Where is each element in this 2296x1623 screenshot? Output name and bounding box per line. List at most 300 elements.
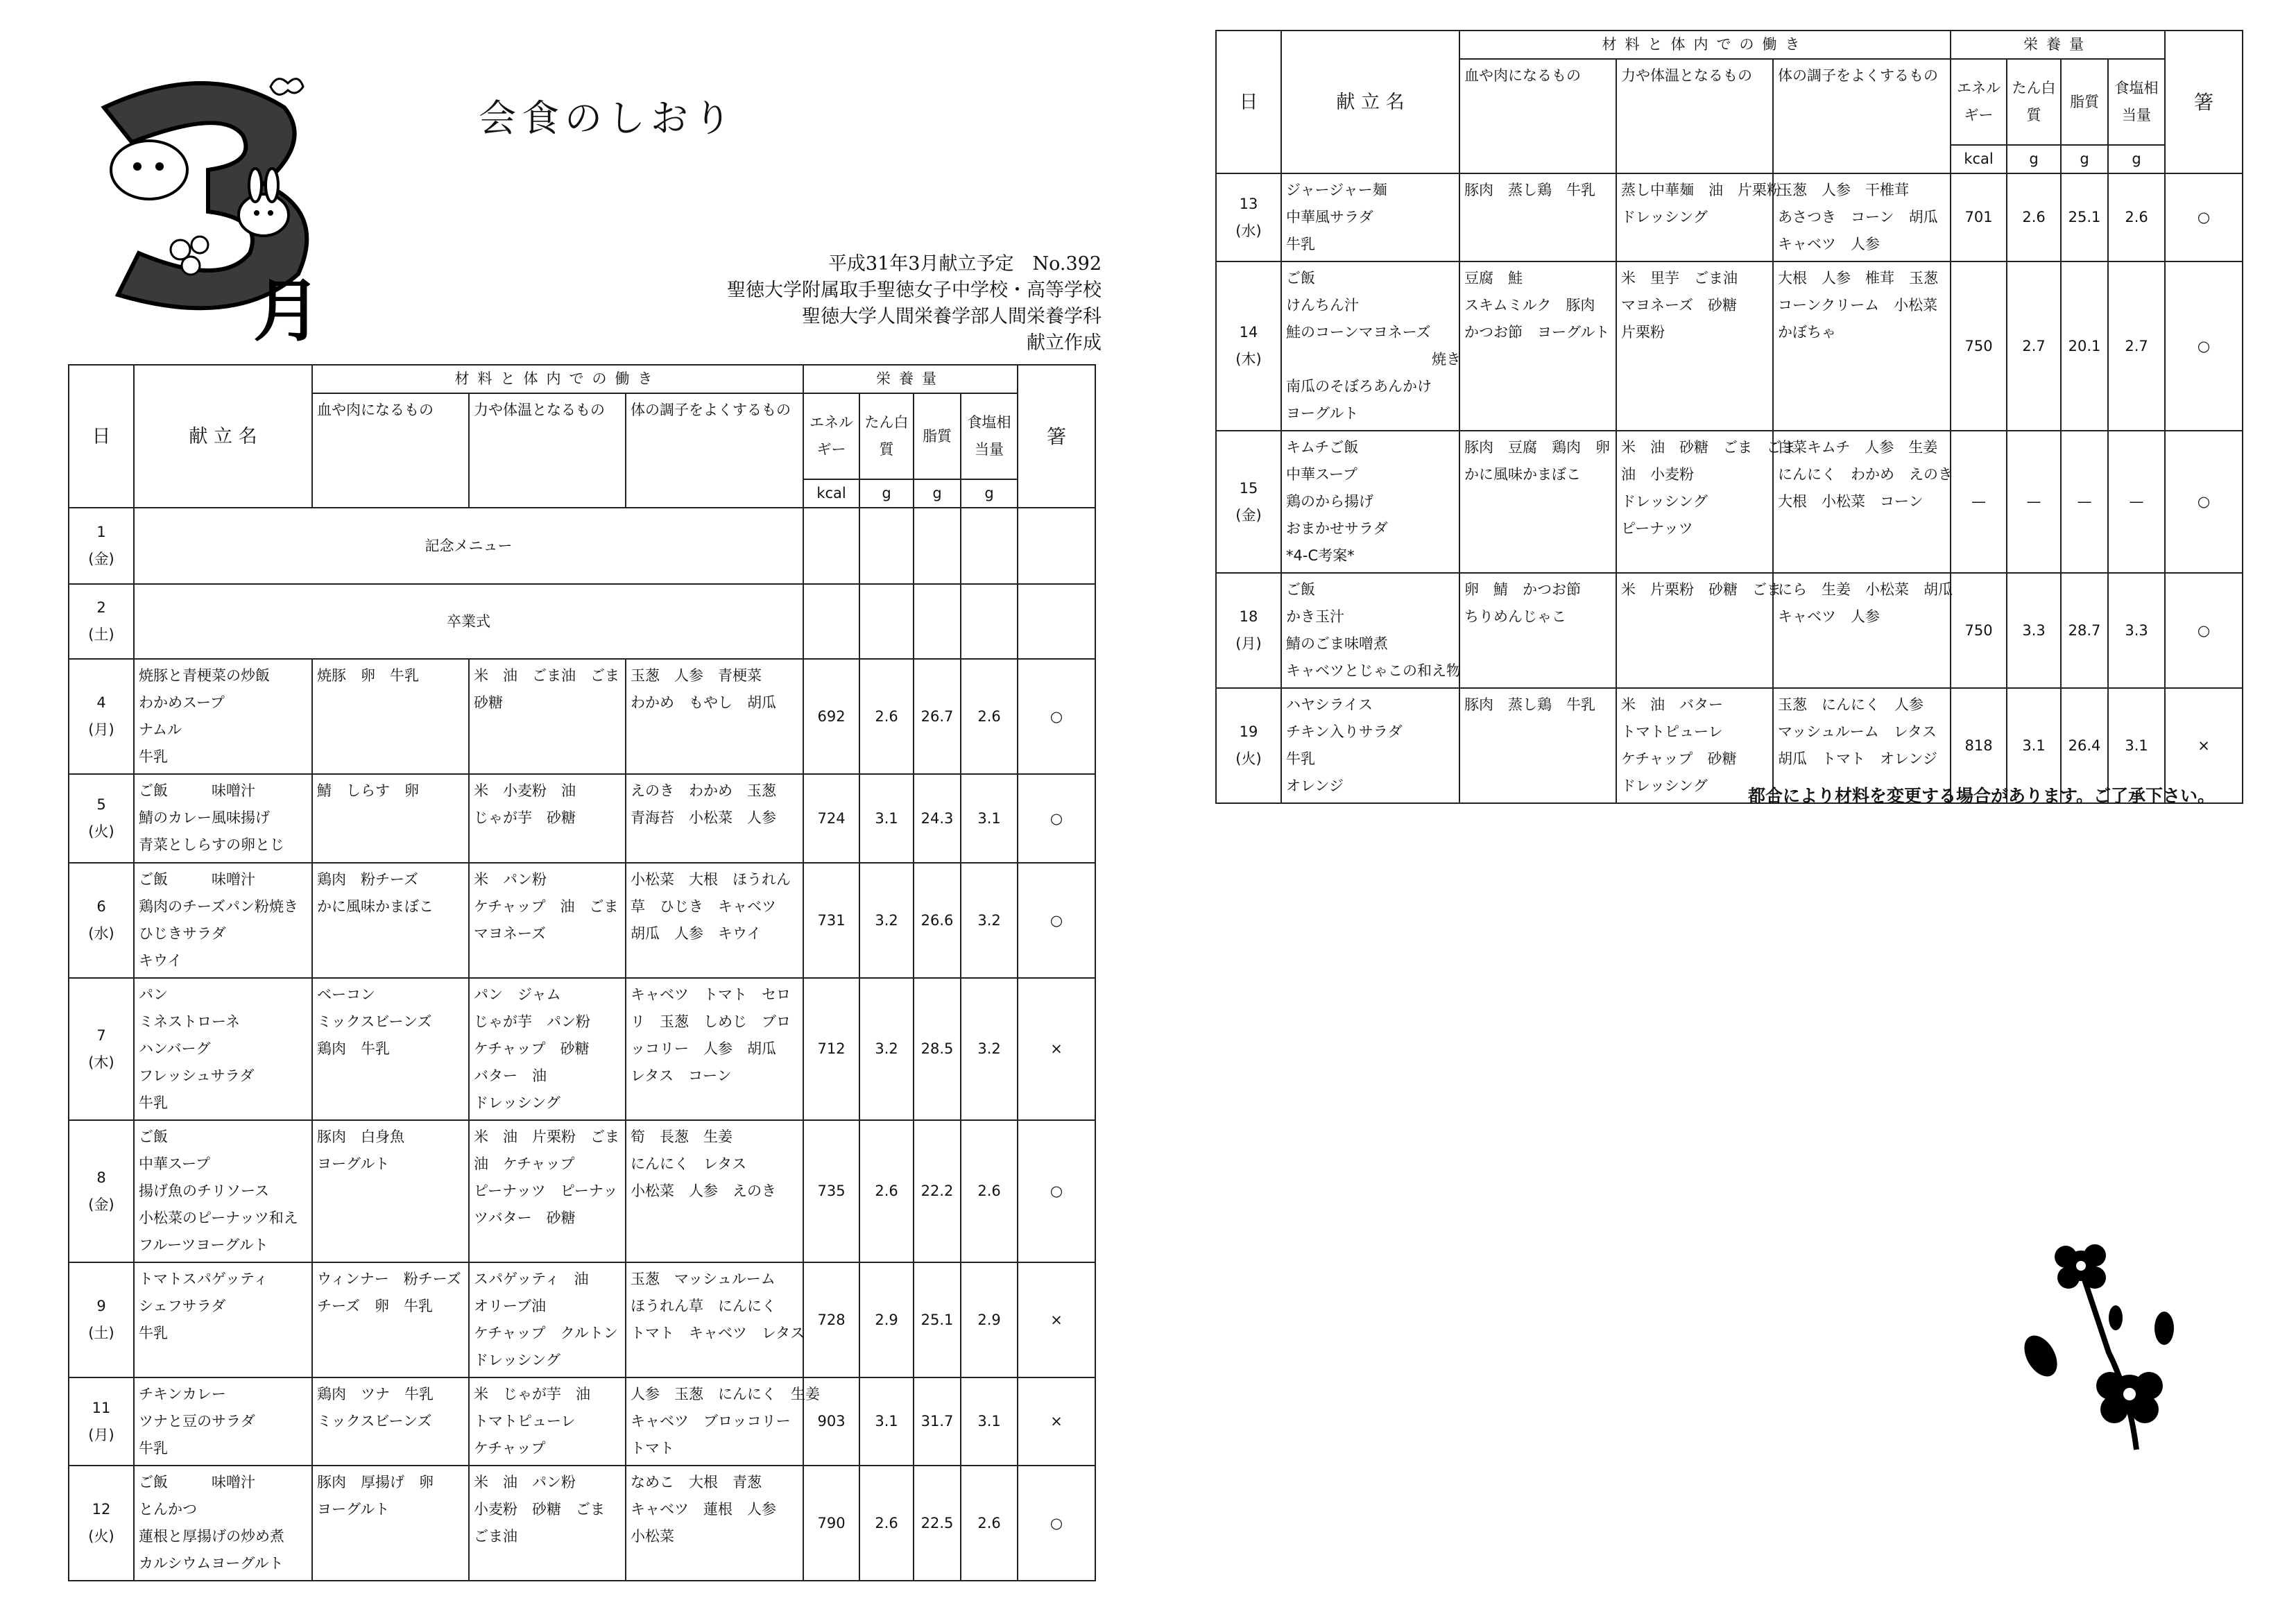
ingredient: スパゲッティ 油 xyxy=(474,1271,589,1287)
menu-row xyxy=(69,508,1095,584)
protein-foods-cell xyxy=(312,1466,469,1581)
day-cell xyxy=(69,978,134,1120)
month-char: 月 xyxy=(253,272,322,351)
menu-table-right xyxy=(1215,30,2243,804)
menu-item: 中華スープ xyxy=(1286,466,1357,483)
day-number: 2 xyxy=(96,599,106,616)
ingredient: トマトピューレ xyxy=(1621,723,1723,740)
menu-item: おまかせサラダ xyxy=(1286,520,1388,537)
day-cell xyxy=(69,584,134,659)
chopsticks-mark: ○ xyxy=(2165,261,2243,431)
ingredient: トマトピューレ xyxy=(474,1413,576,1429)
ingredient: 筍 長葱 生姜 xyxy=(631,1128,733,1145)
menu-item: ナムル xyxy=(139,721,182,738)
ingredient: にんにく レタス xyxy=(631,1156,747,1172)
ingredient: マヨネーズ 砂糖 xyxy=(1621,297,1737,314)
menu-item: 牛乳 xyxy=(1286,750,1315,767)
day-cell xyxy=(69,1466,134,1581)
ingredient: ベーコン xyxy=(317,986,375,1003)
ingredient: じゃが芋 砂糖 xyxy=(474,809,576,826)
weekday: (月) xyxy=(88,1426,114,1443)
col-chopsticks: 箸 xyxy=(2165,31,2243,173)
menu-row xyxy=(69,1466,1095,1581)
empty-cell xyxy=(859,508,914,584)
day-number: 8 xyxy=(96,1169,106,1186)
day-number: 12 xyxy=(92,1501,111,1518)
fat-value: 24.3 xyxy=(914,774,961,863)
fat-value: 28.5 xyxy=(914,978,961,1120)
menu-row xyxy=(1216,173,2243,261)
ingredient: 大根 人参 椎茸 玉葱 xyxy=(1778,270,1938,286)
flower-icon xyxy=(2025,1228,2185,1457)
menu-item: キウイ xyxy=(139,952,182,969)
day-cell xyxy=(1216,173,1281,261)
ingredient: 油 小麦粉 xyxy=(1621,466,1694,483)
fat-value: 22.5 xyxy=(914,1466,961,1581)
col-protein: たん白質 xyxy=(859,393,914,479)
menu-item: けんちん汁 xyxy=(1286,297,1359,314)
ingredient: キャベツ トマト セロ xyxy=(631,986,791,1003)
col-fat: 脂質 xyxy=(2061,59,2108,145)
menu-row xyxy=(69,1262,1095,1377)
ingredient: かぼちゃ xyxy=(1778,324,1836,341)
menu-row xyxy=(69,978,1095,1120)
col-group-nutrition: 栄養量 xyxy=(1951,31,2165,59)
ingredient: 豚肉 豆腐 鶏肉 卵 xyxy=(1464,439,1610,456)
ingredient: ケチャップ クルトン xyxy=(474,1325,618,1341)
menu-item: 青菜としらすの卵とじ xyxy=(139,836,284,853)
col-regulating-foods: 体の調子をよくするもの xyxy=(626,393,803,508)
ingredient: 卵 鯖 かつお節 xyxy=(1464,581,1581,598)
day-number: 19 xyxy=(1239,723,1258,740)
menu-item: 鶏のから揚げ xyxy=(1286,493,1373,510)
menu-row xyxy=(1216,573,2243,688)
day-number: 13 xyxy=(1239,195,1258,212)
day-cell xyxy=(69,508,134,584)
protein-foods-cell xyxy=(1459,173,1616,261)
ingredient: 油 ケチャップ xyxy=(474,1156,575,1172)
salt-value: 2.6 xyxy=(961,1466,1018,1581)
ingredient: ドレッシング xyxy=(474,1094,560,1111)
ingredient: 鶏肉 粉チーズ xyxy=(317,871,418,888)
protein-foods-cell xyxy=(312,863,469,978)
regulating-foods-cell xyxy=(1773,573,1951,688)
ingredient: ドレッシング xyxy=(1621,778,1708,794)
col-group-ingredients: 材料と体内での働き xyxy=(312,365,803,393)
regulating-foods-cell xyxy=(626,1120,803,1262)
ingredient: じゃが芋 パン粉 xyxy=(474,1013,590,1030)
weekday: (水) xyxy=(1235,222,1262,239)
ingredient: ピーナッツ xyxy=(1621,520,1693,537)
fat-value: 31.7 xyxy=(914,1377,961,1466)
menu-item: 揚げ魚のチリソース xyxy=(139,1183,269,1199)
menu-item: 中華スープ xyxy=(139,1156,210,1172)
fat-value: 26.7 xyxy=(914,659,961,774)
day-number: 18 xyxy=(1239,608,1258,625)
ingredient: 豚肉 白身魚 xyxy=(317,1128,404,1145)
col-group-ingredients: 材料と体内での働き xyxy=(1459,31,1951,59)
energy-foods-cell xyxy=(469,1262,626,1377)
meta-line: 聖徳大学附属取手聖徳女子中学校・高等学校 xyxy=(727,280,1102,301)
ingredient: わかめ もやし 胡瓜 xyxy=(631,694,776,711)
ingredient: にんにく わかめ えのき xyxy=(1778,466,1953,483)
energy-value: 750 xyxy=(1951,261,2007,431)
menu-item: 牛乳 xyxy=(139,748,168,765)
empty-cell xyxy=(961,584,1018,659)
ingredient: 米 油 ごま油 ごま xyxy=(474,667,619,684)
menu-row xyxy=(1216,431,2243,573)
menu-row xyxy=(69,659,1095,774)
menu-item: わかめスープ xyxy=(139,694,225,711)
day-cell xyxy=(1216,261,1281,431)
menu-item: フレッシュサラダ xyxy=(139,1067,255,1084)
col-protein-foods: 血や肉になるもの xyxy=(312,393,469,508)
meta-line: 献立作成 xyxy=(1027,332,1102,354)
weekday: (金) xyxy=(1235,506,1262,524)
ingredient: 鯖 しらす 卵 xyxy=(317,782,419,799)
menu-item: 焼き xyxy=(1286,351,1461,368)
day-number: 15 xyxy=(1239,479,1258,497)
ingredient: オリーブ油 xyxy=(474,1298,546,1314)
menu-cell xyxy=(1281,173,1459,261)
unit-g: g xyxy=(2061,145,2108,173)
day-cell xyxy=(1216,688,1281,803)
protein-value: 3.2 xyxy=(859,978,914,1120)
salt-value: 2.6 xyxy=(2108,173,2165,261)
ingredient: 小松菜 人参 えのき xyxy=(631,1183,776,1199)
energy-foods-cell xyxy=(469,1466,626,1581)
ingredient: ミックスビーンズ xyxy=(317,1413,432,1429)
chopsticks-mark: ○ xyxy=(1018,863,1095,978)
ingredient: 小麦粉 砂糖 ごま xyxy=(474,1501,605,1518)
energy-foods-cell xyxy=(469,978,626,1120)
special-event: 記念メニュー xyxy=(134,508,803,584)
col-protein-foods: 血や肉になるもの xyxy=(1459,59,1616,173)
salt-value: 3.2 xyxy=(961,978,1018,1120)
ingredient: 砂糖 xyxy=(474,694,503,711)
menu-item: 鮭のコーンマヨネーズ xyxy=(1286,324,1431,341)
ingredient: 片栗粉 xyxy=(1621,324,1665,341)
energy-value: 701 xyxy=(1951,173,2007,261)
day-cell xyxy=(1216,431,1281,573)
ingredient: コーンクリーム 小松菜 xyxy=(1778,297,1938,314)
ingredient: 鶏肉 ツナ 牛乳 xyxy=(317,1386,434,1402)
day-number: 11 xyxy=(92,1399,111,1416)
header-meta xyxy=(727,251,1102,357)
day-cell xyxy=(69,863,134,978)
col-regulating-foods: 体の調子をよくするもの xyxy=(1773,59,1951,173)
ingredient: ごま油 xyxy=(474,1528,517,1545)
chopsticks-mark: ○ xyxy=(1018,774,1095,863)
regulating-foods-cell xyxy=(626,978,803,1120)
ingredient: 米 油 パン粉 xyxy=(474,1474,576,1491)
menu-cell xyxy=(134,1466,312,1581)
protein-value: 2.6 xyxy=(859,1120,914,1262)
weekday: (木) xyxy=(1235,351,1262,368)
ingredient: 蒸し中華麺 油 片栗粉 xyxy=(1621,182,1781,198)
unit-kcal: kcal xyxy=(803,479,859,508)
ingredient: ドレッシング xyxy=(474,1352,560,1368)
protein-foods-cell xyxy=(1459,431,1616,573)
menu-row xyxy=(69,1120,1095,1262)
energy-foods-cell xyxy=(1616,173,1781,261)
empty-cell xyxy=(914,508,961,584)
col-energy-foods: 力や体温となるもの xyxy=(1616,59,1773,173)
protein-value: — xyxy=(2007,431,2061,573)
ingredient: 米 じゃが芋 油 xyxy=(474,1386,590,1402)
energy-foods-cell xyxy=(1616,573,1781,688)
salt-value: 2.6 xyxy=(961,1120,1018,1262)
menu-item: ツナと豆のサラダ xyxy=(139,1413,255,1429)
fat-value: 25.1 xyxy=(2061,173,2108,261)
ingredient: かに風味かまぼこ xyxy=(317,898,434,915)
ingredient: かつお節 ヨーグルト xyxy=(1464,324,1610,341)
weekday: (木) xyxy=(88,1054,114,1071)
ingredient: 小松菜 xyxy=(631,1528,674,1545)
ingredient: ウィンナー 粉チーズ xyxy=(317,1271,461,1287)
disclaimer-note: 都合により材料を変更する場合があります。ご了承下さい。 xyxy=(1748,786,2216,806)
ingredient: 小松菜 大根 ほうれん xyxy=(631,871,791,888)
ingredient: トマト キャベツ レタス xyxy=(631,1325,805,1341)
ingredient: スキムミルク 豚肉 xyxy=(1464,297,1595,314)
menu-item: 中華風サラダ xyxy=(1286,209,1373,225)
empty-cell xyxy=(1018,584,1095,659)
col-salt: 食塩相当量 xyxy=(961,393,1018,479)
regulating-foods-cell xyxy=(1773,431,1951,573)
protein-foods-cell xyxy=(312,774,469,863)
ingredient: 米 油 バター xyxy=(1621,696,1723,713)
menu-item: ご飯 xyxy=(139,1128,168,1145)
chopsticks-mark: ○ xyxy=(1018,1120,1095,1262)
unit-g: g xyxy=(2007,145,2061,173)
menu-item: ご飯 味噌汁 xyxy=(139,782,255,799)
fat-value: 26.4 xyxy=(2061,688,2108,803)
menu-cell xyxy=(134,659,312,774)
day-cell xyxy=(69,1120,134,1262)
ingredient: バター 油 xyxy=(474,1067,547,1084)
ingredient: ピーナッツ ピーナッ xyxy=(474,1183,618,1199)
protein-value: 3.3 xyxy=(2007,573,2061,688)
ingredient: えのき わかめ 玉葱 xyxy=(631,782,776,799)
menu-item: かき玉汁 xyxy=(1286,608,1344,625)
chopsticks-mark: ○ xyxy=(1018,1466,1095,1581)
protein-value: 2.6 xyxy=(859,1466,914,1581)
ingredient: ドレッシング xyxy=(1621,493,1708,510)
col-protein: たん白質 xyxy=(2007,59,2061,145)
ingredient: かに風味かまぼこ xyxy=(1464,466,1581,483)
ingredient: 米 油 片栗粉 ごま xyxy=(474,1128,619,1145)
ingredient: なめこ 大根 青葱 xyxy=(631,1474,762,1491)
menu-row xyxy=(69,1377,1095,1466)
meta-line: 聖徳大学人間栄養学部人間栄養学科 xyxy=(802,306,1102,327)
chopsticks-mark: × xyxy=(1018,978,1095,1120)
ingredient: チーズ 卵 牛乳 xyxy=(317,1298,433,1314)
col-menu: 献 立 名 xyxy=(1281,31,1459,173)
energy-value: 790 xyxy=(803,1466,859,1581)
day-number: 4 xyxy=(96,694,106,711)
ingredient: ヨーグルト xyxy=(317,1501,390,1518)
regulating-foods-cell xyxy=(626,1466,803,1581)
col-chopsticks: 箸 xyxy=(1018,365,1095,508)
ingredient: キャベツ 蓮根 人参 xyxy=(631,1501,776,1518)
day-cell xyxy=(69,1377,134,1466)
chopsticks-mark: ○ xyxy=(2165,173,2243,261)
empty-cell xyxy=(961,508,1018,584)
energy-value: 818 xyxy=(1951,688,2007,803)
day-cell xyxy=(1216,573,1281,688)
menu-item: フルーツヨーグルト xyxy=(139,1237,268,1253)
menu-cell xyxy=(1281,688,1459,803)
protein-value: 2.6 xyxy=(859,659,914,774)
weekday: (土) xyxy=(88,1325,114,1341)
col-salt: 食塩相当量 xyxy=(2108,59,2165,145)
ingredient: 青海苔 小松菜 人参 xyxy=(631,809,776,826)
ingredient: ッコリー 人参 胡瓜 xyxy=(631,1040,776,1057)
menu-cell xyxy=(1281,573,1459,688)
left-body xyxy=(69,508,1095,1581)
menu-item: ハンバーグ xyxy=(139,1040,211,1057)
salt-value: 3.1 xyxy=(961,774,1018,863)
menu-item: カルシウムヨーグルト xyxy=(139,1555,284,1572)
ingredient: 玉葱 人参 青梗菜 xyxy=(631,667,762,684)
protein-foods-cell xyxy=(1459,688,1616,803)
special-event: 卒業式 xyxy=(134,584,803,659)
page-title: 会食のしおり xyxy=(479,96,737,140)
salt-value: — xyxy=(2108,431,2165,573)
fat-value: — xyxy=(2061,431,2108,573)
salt-value: 3.1 xyxy=(961,1377,1018,1466)
menu-cell xyxy=(134,774,312,863)
ingredient: トマト xyxy=(631,1440,674,1457)
ingredient: マヨネーズ xyxy=(474,925,546,942)
fat-value: 25.1 xyxy=(914,1262,961,1377)
menu-item: ご飯 xyxy=(1286,270,1315,286)
ingredient: 豚肉 厚揚げ 卵 xyxy=(317,1474,434,1491)
ingredient: 玉葱 マッシュルーム xyxy=(631,1271,776,1287)
salt-value: 3.1 xyxy=(2108,688,2165,803)
menu-item: 焼豚と青梗菜の炒飯 xyxy=(139,667,270,684)
day-cell xyxy=(69,659,134,774)
menu-cell xyxy=(1281,261,1459,431)
unit-g: g xyxy=(961,479,1018,508)
ingredient: ドレッシング xyxy=(1621,209,1708,225)
energy-value: 735 xyxy=(803,1120,859,1262)
weekday: (火) xyxy=(88,823,114,840)
menu-cell xyxy=(1281,431,1459,573)
day-number: 6 xyxy=(96,898,106,915)
regulating-foods-cell xyxy=(1773,261,1951,431)
menu-table-left xyxy=(68,364,1096,1581)
energy-foods-cell xyxy=(469,863,626,978)
menu-item: ひじきサラダ xyxy=(139,925,226,942)
empty-cell xyxy=(803,508,859,584)
ingredient: 米 油 砂糖 ごま ごま xyxy=(1621,439,1796,456)
weekday: (金) xyxy=(88,551,114,567)
flower-decoration xyxy=(2025,1228,2185,1457)
col-menu: 献 立 名 xyxy=(134,365,312,508)
energy-value: 903 xyxy=(803,1377,859,1466)
chopsticks-mark: ○ xyxy=(2165,573,2243,688)
meta-line: 平成31年3月献立予定 No.392 xyxy=(828,253,1102,275)
regulating-foods-cell xyxy=(626,863,803,978)
salt-value: 3.3 xyxy=(2108,573,2165,688)
energy-value: — xyxy=(1951,431,2007,573)
chopsticks-mark: × xyxy=(1018,1262,1095,1377)
energy-foods-cell xyxy=(469,1377,626,1466)
energy-value: 731 xyxy=(803,863,859,978)
menu-item: シェフサラダ xyxy=(139,1298,226,1314)
menu-item: ハヤシライス xyxy=(1286,696,1373,713)
energy-foods-cell xyxy=(469,1120,626,1262)
menu-item: 鶏肉のチーズパン粉焼き xyxy=(139,898,298,915)
ingredient: ミックスビーンズ xyxy=(317,1013,432,1030)
day-number: 7 xyxy=(96,1027,106,1044)
ingredient: レタス コーン xyxy=(631,1067,732,1084)
col-day: 日 xyxy=(1216,31,1281,173)
energy-foods-cell xyxy=(1616,261,1773,431)
weekday: (火) xyxy=(1235,750,1262,767)
ingredient: ツバター 砂糖 xyxy=(474,1210,576,1226)
ingredient: キャベツ 人参 xyxy=(1778,236,1880,252)
ingredient: キャベツ ブロッコリー xyxy=(631,1413,791,1429)
menu-item: 鯖のごま味噌煮 xyxy=(1286,635,1388,652)
salt-value: 2.6 xyxy=(961,659,1018,774)
fat-value: 26.6 xyxy=(914,863,961,978)
menu-item: *4-C考案* xyxy=(1286,547,1355,564)
energy-value: 728 xyxy=(803,1262,859,1377)
ingredient: ケチャップ 油 ごま xyxy=(474,898,619,915)
ingredient: 米 里芋 ごま油 xyxy=(1621,270,1738,286)
chopsticks-mark: × xyxy=(2165,688,2243,803)
menu-cell xyxy=(134,863,312,978)
weekday: (月) xyxy=(1235,635,1262,652)
empty-cell xyxy=(1018,508,1095,584)
day-number: 1 xyxy=(96,524,106,540)
energy-value: 724 xyxy=(803,774,859,863)
ingredient: 大根 小松菜 コーン xyxy=(1778,493,1924,510)
menu-row xyxy=(69,774,1095,863)
unit-g: g xyxy=(859,479,914,508)
col-fat: 脂質 xyxy=(914,393,961,479)
regulating-foods-cell xyxy=(626,1262,803,1377)
menu-item: ヨーグルト xyxy=(1286,405,1359,422)
menu-item: キャベツとじゃこの和え物 xyxy=(1286,662,1461,679)
ingredient: 白菜キムチ 人参 生姜 xyxy=(1778,439,1938,456)
chopsticks-mark: ○ xyxy=(1018,659,1095,774)
ingredient: ちりめんじゃこ xyxy=(1464,608,1566,625)
ingredient: マッシュルーム レタス xyxy=(1778,723,1937,740)
protein-foods-cell xyxy=(312,978,469,1120)
col-group-nutrition: 栄養量 xyxy=(803,365,1018,393)
ingredient: 玉葱 にんにく 人参 xyxy=(1778,696,1924,713)
col-energy: エネルギー xyxy=(803,393,859,479)
regulating-foods-cell xyxy=(626,774,803,863)
chopsticks-mark: ○ xyxy=(2165,431,2243,573)
protein-foods-cell xyxy=(312,1262,469,1377)
unit-g: g xyxy=(2108,145,2165,173)
menu-item: 牛乳 xyxy=(1286,236,1315,252)
energy-value: 750 xyxy=(1951,573,2007,688)
fat-value: 22.2 xyxy=(914,1120,961,1262)
protein-foods-cell xyxy=(1459,261,1616,431)
menu-cell xyxy=(134,978,312,1120)
protein-foods-cell xyxy=(312,659,469,774)
ingredient: ほうれん草 にんにく xyxy=(631,1298,776,1314)
menu-item: 牛乳 xyxy=(139,1094,168,1111)
menu-item: チキンカレー xyxy=(139,1386,226,1402)
protein-foods-cell xyxy=(312,1377,469,1466)
menu-item: パン xyxy=(139,986,168,1003)
